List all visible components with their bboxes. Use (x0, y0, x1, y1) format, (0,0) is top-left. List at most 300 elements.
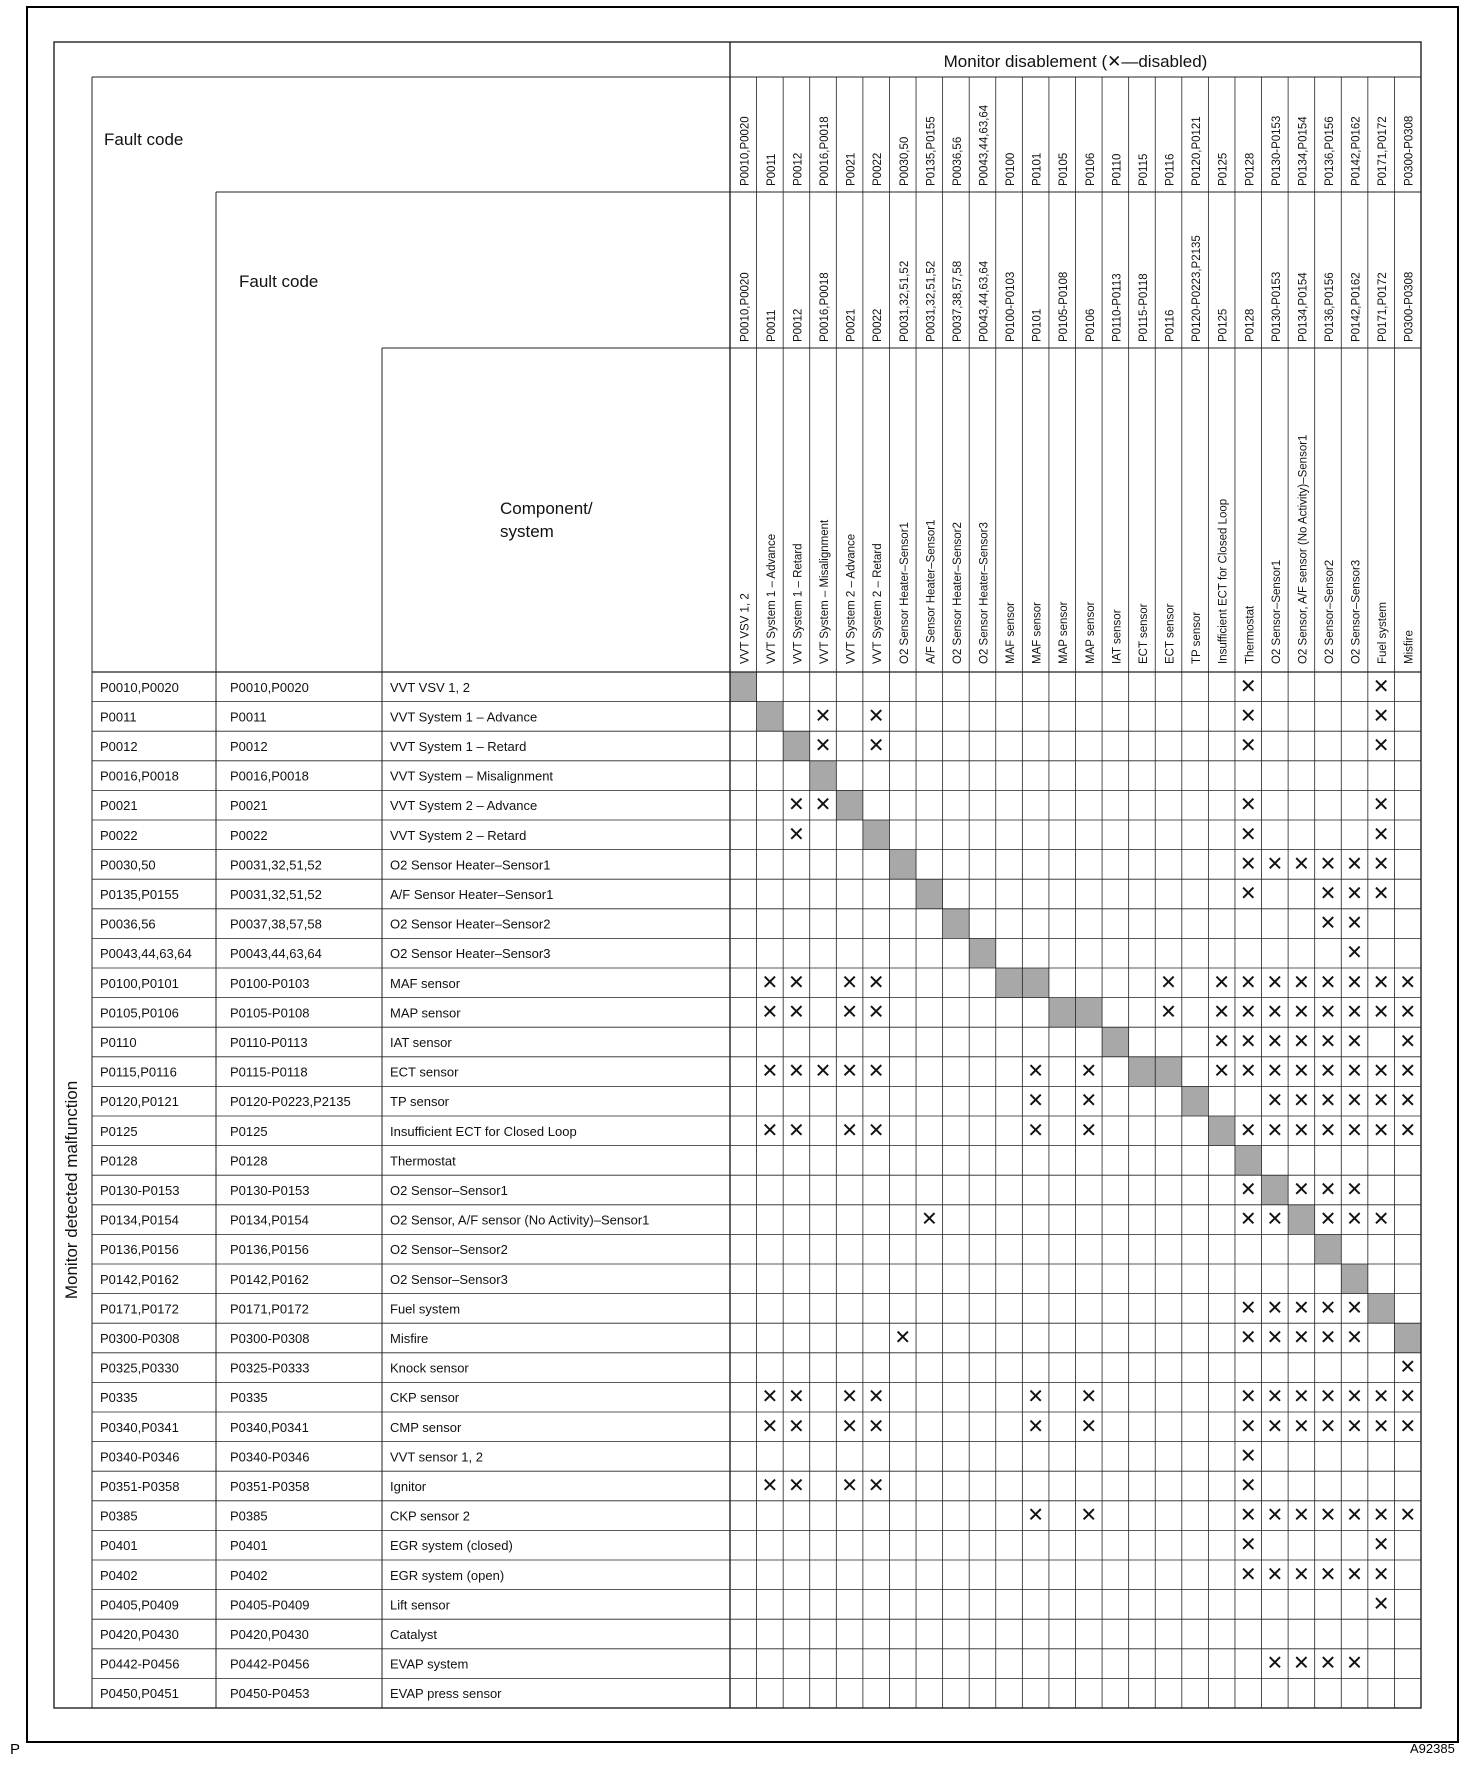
disabled-mark: ✕ (788, 1386, 805, 1409)
column-component: VVT System 2 – Advance (845, 533, 858, 664)
disabled-mark: ✕ (1293, 1327, 1310, 1349)
disabled-mark: ✕ (1239, 1386, 1257, 1409)
column-code1: P0022 (872, 152, 885, 186)
disabled-mark: ✕ (1372, 1593, 1390, 1616)
row-code2: P0016,P0018 (230, 768, 309, 784)
disabled-mark: ✕ (1372, 1001, 1390, 1024)
row-code1: P0142,P0162 (100, 1271, 179, 1287)
disabled-mark: ✕ (1319, 853, 1337, 876)
row-code1: P0385 (100, 1508, 138, 1524)
row-component: VVT sensor 1, 2 (390, 1449, 483, 1465)
disabled-mark: ✕ (1027, 1060, 1045, 1083)
column-code2: P0037,38,57,58 (951, 260, 964, 342)
column-code2: P0116 (1164, 309, 1177, 342)
disabled-mark: ✕ (1293, 1652, 1310, 1675)
row-component: O2 Sensor Heater–Sensor3 (390, 946, 551, 962)
row-code2: P0043,44,63,64 (230, 946, 322, 962)
diagonal-cell (1394, 1323, 1421, 1353)
monitor-disablement-title: Monitor disablement (✕—disabled) (943, 52, 1208, 71)
disabled-mark: ✕ (761, 1119, 779, 1142)
disabled-mark: ✕ (1266, 1504, 1284, 1527)
column-code2: P0100-P0103 (1005, 271, 1018, 342)
row-code1: P0105,P0106 (100, 1005, 179, 1021)
row-code1: P0335 (100, 1390, 138, 1406)
row-code1: P0036,56 (100, 916, 156, 932)
row-code2: P0022 (230, 827, 268, 843)
disabled-mark: ✕ (1372, 1504, 1390, 1527)
column-code2: P0105-P0108 (1058, 271, 1071, 342)
column-component: O2 Sensor, A/F sensor (No Activity)–Sensor1 (1297, 434, 1310, 664)
row-component: Lift sensor (390, 1597, 450, 1613)
column-code1: P0043,44,63,64 (978, 104, 991, 186)
column-code1: P0120,P0121 (1191, 116, 1204, 186)
diagonal-cell (1022, 968, 1049, 998)
row-code2: P0171,P0172 (230, 1301, 309, 1317)
row-code2: P0110-P0113 (230, 1035, 308, 1050)
disabled-mark: ✕ (1266, 1001, 1284, 1024)
row-component: CKP sensor 2 (390, 1508, 470, 1524)
diagonal-cell (1102, 1027, 1129, 1057)
disabled-mark: ✕ (1239, 794, 1257, 817)
column-code1: P0101 (1031, 152, 1044, 186)
disabled-mark: ✕ (1239, 1208, 1257, 1231)
disabled-mark: ✕ (1027, 1386, 1045, 1409)
row-code1: P0135,P0155 (100, 887, 179, 902)
disabled-mark: ✕ (1239, 1504, 1257, 1527)
fault-code-label-secondary: Fault code (239, 272, 319, 291)
figure-id: A92385 (1410, 1741, 1455, 1756)
disabled-mark: ✕ (1346, 1060, 1363, 1083)
disabled-mark: ✕ (1080, 1504, 1098, 1527)
column-component: TP sensor (1191, 611, 1204, 664)
diagonal-cell (889, 850, 916, 880)
column-code1: P0134,P0154 (1297, 116, 1310, 186)
disabled-mark: ✕ (1319, 1060, 1337, 1083)
row-code1: P0128 (100, 1153, 138, 1169)
disabled-mark: ✕ (1372, 971, 1390, 994)
row-code1: P0043,44,63,64 (100, 946, 192, 962)
disabled-mark: ✕ (1160, 971, 1177, 994)
disabled-mark: ✕ (1266, 971, 1284, 994)
column-code2: P0043,44,63,64 (978, 260, 991, 342)
disabled-mark: ✕ (1213, 1001, 1231, 1024)
column-component: Fuel system (1377, 602, 1390, 664)
row-component: ECT sensor (390, 1064, 459, 1080)
row-code2: P0385 (230, 1508, 268, 1524)
column-code1: P0171,P0172 (1377, 116, 1390, 186)
disabled-mark: ✕ (1027, 1504, 1045, 1527)
diagonal-cell (1049, 998, 1076, 1028)
disabled-mark: ✕ (1293, 971, 1310, 994)
disabled-mark: ✕ (920, 1208, 938, 1231)
row-code2: P0011 (230, 709, 267, 725)
column-component: Misfire (1403, 630, 1416, 664)
disabled-mark: ✕ (841, 1119, 858, 1142)
row-code1: P0016,P0018 (100, 768, 179, 784)
column-code2: P0012 (792, 308, 805, 342)
column-component: MAP sensor (1058, 601, 1071, 664)
disabled-mark: ✕ (814, 735, 832, 757)
row-code2: P0300-P0308 (230, 1331, 310, 1346)
row-code2: P0031,32,51,52 (230, 857, 322, 873)
disabled-mark: ✕ (1293, 1179, 1310, 1201)
diagonal-cell (1208, 1116, 1235, 1146)
row-code2: P0010,P0020 (230, 679, 309, 695)
column-code2: P0011 (765, 309, 778, 342)
disabled-mark: ✕ (1293, 1297, 1310, 1320)
disabled-mark: ✕ (1239, 1445, 1257, 1468)
disabled-mark: ✕ (1319, 1327, 1337, 1349)
disabled-mark: ✕ (1346, 912, 1363, 935)
row-component: VVT VSV 1, 2 (390, 679, 470, 695)
disabled-mark: ✕ (1266, 1090, 1284, 1113)
disabled-mark: ✕ (1293, 1119, 1310, 1142)
row-code1: P0401 (100, 1538, 138, 1554)
column-code2: P0134,P0154 (1297, 272, 1310, 342)
disabled-mark: ✕ (1372, 853, 1390, 876)
disabled-mark: ✕ (1319, 912, 1337, 935)
disabled-mark: ✕ (1346, 1563, 1363, 1586)
row-code2: P0130-P0153 (230, 1183, 310, 1198)
disabled-mark: ✕ (1239, 1060, 1257, 1083)
row-component: VVT System 2 – Retard (390, 827, 527, 843)
side-label: Monitor detected malfunction (62, 1080, 81, 1300)
disabled-mark: ✕ (1372, 823, 1390, 846)
column-code1: P0012 (792, 152, 805, 186)
disabled-mark: ✕ (1319, 1001, 1337, 1024)
disabled-mark: ✕ (1346, 1208, 1363, 1231)
row-component: Insufficient ECT for Closed Loop (390, 1123, 577, 1139)
disabled-mark: ✕ (1346, 1001, 1363, 1024)
disabled-mark: ✕ (867, 1060, 885, 1083)
row-code2: P0420,P0430 (230, 1627, 309, 1642)
row-component: CMP sensor (390, 1419, 462, 1435)
disabled-mark: ✕ (867, 735, 885, 757)
disabled-mark: ✕ (788, 794, 805, 817)
row-code1: P0171,P0172 (100, 1301, 179, 1317)
disabled-mark: ✕ (1346, 942, 1363, 965)
disabled-mark: ✕ (1027, 1119, 1045, 1142)
disabled-mark: ✕ (867, 971, 885, 994)
disabled-mark: ✕ (1293, 853, 1310, 876)
disabled-mark: ✕ (1319, 1563, 1337, 1586)
disabled-mark: ✕ (761, 1060, 779, 1083)
disabled-mark: ✕ (1213, 1060, 1231, 1083)
disabled-mark: ✕ (1346, 971, 1363, 994)
disabled-mark: ✕ (1266, 853, 1284, 876)
row-code1: P0100,P0101 (100, 975, 179, 991)
row-code2: P0402 (230, 1567, 268, 1583)
disabled-mark: ✕ (1239, 675, 1257, 698)
row-code2: P0125 (230, 1123, 268, 1139)
column-component: O2 Sensor–Sensor2 (1323, 559, 1336, 664)
disabled-mark: ✕ (1372, 1415, 1390, 1438)
row-code2: P0401 (230, 1538, 268, 1554)
disabled-mark: ✕ (1372, 735, 1390, 757)
row-component: O2 Sensor Heater–Sensor2 (390, 916, 551, 932)
disabled-mark: ✕ (841, 1415, 858, 1438)
column-component: VVT VSV 1, 2 (739, 593, 752, 664)
diagonal-cell (1076, 998, 1103, 1028)
disabled-mark: ✕ (1346, 1652, 1363, 1675)
disabled-mark: ✕ (867, 1415, 885, 1438)
row-code2: P0120-P0223,P2135 (230, 1094, 351, 1110)
row-code1: P0130-P0153 (100, 1183, 180, 1198)
row-code1: P0030,50 (100, 857, 156, 873)
disabled-mark: ✕ (1399, 1415, 1417, 1438)
column-component: VVT System 2 – Retard (872, 543, 885, 664)
disabled-mark: ✕ (1346, 1415, 1363, 1438)
disabled-mark: ✕ (841, 1386, 858, 1409)
row-component: VVT System 1 – Retard (390, 739, 527, 754)
column-code1: P0030,50 (898, 136, 911, 186)
row-code2: P0115-P0118 (230, 1064, 308, 1080)
disabled-mark: ✕ (1080, 1090, 1098, 1113)
diagonal-cell (757, 702, 784, 732)
disabled-mark: ✕ (841, 971, 858, 994)
row-code2: P0037,38,57,58 (230, 916, 322, 932)
disabled-mark: ✕ (1239, 1534, 1257, 1557)
row-code1: P0125 (100, 1123, 138, 1139)
row-code1: P0136,P0156 (100, 1242, 179, 1258)
disabled-mark: ✕ (1080, 1119, 1098, 1142)
disabled-mark: ✕ (1266, 1652, 1284, 1675)
disabled-mark: ✕ (1266, 1563, 1284, 1586)
column-component: ECT sensor (1137, 603, 1150, 664)
row-code2: P0136,P0156 (230, 1242, 309, 1258)
disabled-mark: ✕ (1239, 1563, 1257, 1586)
column-code2: P0136,P0156 (1323, 272, 1336, 342)
disabled-mark: ✕ (1399, 1001, 1417, 1024)
column-code1: P0021 (845, 152, 858, 186)
row-code1: P0022 (100, 827, 138, 843)
disabled-mark: ✕ (814, 1060, 832, 1083)
disabled-mark: ✕ (1346, 1386, 1363, 1409)
disabled-mark: ✕ (1319, 1208, 1337, 1231)
row-code1: P0351-P0358 (100, 1479, 180, 1494)
row-code1: P0325,P0330 (100, 1360, 179, 1376)
row-component: EVAP system (390, 1656, 469, 1672)
disabled-mark: ✕ (867, 705, 885, 728)
row-component: VVT System – Misalignment (390, 768, 554, 784)
disabled-mark: ✕ (1293, 1031, 1310, 1053)
row-component: Fuel system (390, 1301, 461, 1317)
disabled-mark: ✕ (1319, 1504, 1337, 1527)
disabled-mark: ✕ (1372, 1563, 1390, 1586)
row-code1: P0340,P0341 (100, 1419, 179, 1435)
disabled-mark: ✕ (1399, 1504, 1417, 1527)
disabled-mark: ✕ (1080, 1386, 1098, 1409)
disabled-mark: ✕ (1319, 1297, 1337, 1320)
diagonal-cell (1129, 1057, 1156, 1087)
diagonal-cell (1182, 1086, 1209, 1116)
row-code1: P0134,P0154 (100, 1212, 179, 1228)
disabled-mark: ✕ (841, 1060, 858, 1083)
row-code1: P0021 (100, 798, 138, 814)
component-label-line2: system (500, 522, 554, 541)
disabled-mark: ✕ (1293, 1386, 1310, 1409)
row-component: O2 Sensor–Sensor3 (390, 1271, 508, 1287)
disabled-mark: ✕ (867, 1119, 885, 1142)
diagonal-cell (810, 761, 837, 791)
row-component: O2 Sensor Heater–Sensor1 (390, 857, 551, 873)
disabled-mark: ✕ (1266, 1119, 1284, 1142)
component-label: Component/ (500, 499, 593, 518)
diagonal-cell (1288, 1205, 1315, 1235)
disabled-mark: ✕ (761, 1415, 779, 1438)
row-code1: P0120,P0121 (100, 1094, 179, 1110)
disabled-mark: ✕ (1293, 1090, 1310, 1113)
row-code2: P0442-P0456 (230, 1656, 310, 1672)
disabled-mark: ✕ (1319, 1119, 1337, 1142)
row-code2: P0340-P0346 (230, 1449, 310, 1465)
column-component: O2 Sensor Heater–Sensor3 (978, 522, 991, 664)
disabled-mark: ✕ (788, 1060, 805, 1083)
disabled-mark: ✕ (1372, 1208, 1390, 1231)
column-component: VVT System 1 – Retard (792, 543, 805, 664)
row-component: O2 Sensor–Sensor1 (390, 1183, 508, 1198)
column-code2: P0022 (872, 308, 885, 342)
disabled-mark: ✕ (1372, 705, 1390, 728)
disabled-mark: ✕ (1399, 1031, 1417, 1053)
disabled-mark: ✕ (761, 1001, 779, 1024)
disabled-mark: ✕ (1160, 1001, 1177, 1024)
column-code1: P0011 (765, 153, 778, 186)
diagonal-cell (1235, 1146, 1262, 1176)
column-code1: P0110 (1111, 153, 1124, 186)
row-component: EGR system (open) (390, 1567, 505, 1583)
disabled-mark: ✕ (1239, 735, 1257, 757)
row-component: MAF sensor (390, 975, 461, 991)
disabled-mark: ✕ (761, 971, 779, 994)
row-component: IAT sensor (390, 1035, 452, 1050)
disabled-mark: ✕ (1399, 1060, 1417, 1083)
row-code1: P0115,P0116 (100, 1064, 177, 1080)
disabled-mark: ✕ (1372, 675, 1390, 698)
column-code1: P0128 (1244, 152, 1257, 186)
disabled-mark: ✕ (1319, 1415, 1337, 1438)
disabled-mark: ✕ (1239, 1415, 1257, 1438)
disabled-mark: ✕ (1266, 1208, 1284, 1231)
row-component: Catalyst (390, 1627, 437, 1642)
row-code1: P0110 (100, 1035, 137, 1050)
column-code2: P0142,P0162 (1350, 272, 1363, 342)
diagonal-cell (1155, 1057, 1182, 1087)
diagonal-cell (916, 879, 943, 909)
disabled-mark: ✕ (1266, 1060, 1284, 1083)
row-component: A/F Sensor Heater–Sensor1 (390, 887, 554, 902)
row-code1: P0402 (100, 1567, 138, 1583)
column-component: Thermostat (1244, 605, 1257, 664)
disabled-mark: ✕ (1399, 1386, 1417, 1409)
column-code1: P0010,P0020 (739, 116, 752, 186)
row-code2: P0100-P0103 (230, 975, 310, 991)
disabled-mark: ✕ (1239, 823, 1257, 846)
column-code1: P0106 (1084, 152, 1097, 186)
disabled-mark: ✕ (761, 1475, 779, 1497)
disabled-mark: ✕ (1293, 1504, 1310, 1527)
disabled-mark: ✕ (841, 1475, 858, 1497)
diagonal-cell (1368, 1294, 1395, 1324)
row-code1: P0300-P0308 (100, 1331, 180, 1346)
column-code1: P0116 (1164, 153, 1177, 186)
column-code1: P0036,56 (951, 136, 964, 186)
row-code2: P0128 (230, 1153, 268, 1169)
disabled-mark: ✕ (1239, 1475, 1257, 1497)
disabled-mark: ✕ (1080, 1060, 1098, 1083)
disabled-mark: ✕ (761, 1386, 779, 1409)
disabled-mark: ✕ (1027, 1415, 1045, 1438)
diagonal-cell (863, 820, 890, 850)
row-code2: P0351-P0358 (230, 1479, 310, 1494)
disabled-mark: ✕ (1293, 1563, 1310, 1586)
column-component: O2 Sensor Heater–Sensor2 (951, 522, 964, 664)
column-component: MAF sensor (1005, 602, 1018, 664)
column-code2: P0125 (1217, 308, 1230, 342)
disabled-mark: ✕ (1319, 1652, 1337, 1675)
column-code2: P0031,32,51,52 (925, 260, 938, 342)
column-component: MAF sensor (1031, 602, 1044, 664)
disabled-mark: ✕ (1346, 853, 1363, 876)
row-component: O2 Sensor, A/F sensor (No Activity)–Sensor1 (390, 1212, 650, 1228)
row-component: EVAP press sensor (390, 1686, 502, 1702)
disabled-mark: ✕ (1372, 1534, 1390, 1557)
column-code2: P0021 (845, 308, 858, 342)
column-code2: P0101 (1031, 308, 1044, 342)
column-code1: P0142,P0162 (1350, 116, 1363, 186)
column-component: A/F Sensor Heater–Sensor1 (925, 519, 938, 664)
disabled-mark: ✕ (814, 794, 832, 817)
column-code2: P0010,P0020 (739, 272, 752, 342)
disabled-mark: ✕ (788, 1001, 805, 1024)
row-code2: P0021 (230, 798, 268, 814)
disabled-mark: ✕ (1319, 1090, 1337, 1113)
row-component: Knock sensor (390, 1360, 469, 1376)
disabled-mark: ✕ (788, 971, 805, 994)
diagonal-cell (1262, 1175, 1289, 1205)
disabled-mark: ✕ (1239, 1297, 1257, 1320)
column-code2: P0130-P0153 (1270, 271, 1283, 342)
disabled-mark: ✕ (1319, 1179, 1337, 1201)
column-code1: P0105 (1058, 152, 1071, 186)
row-code2: P0134,P0154 (230, 1212, 309, 1228)
row-code2: P0325-P0333 (230, 1360, 310, 1376)
column-code2: P0120-P0223,P2135 (1191, 235, 1204, 342)
disabled-mark: ✕ (1213, 971, 1231, 994)
row-code2: P0405-P0409 (230, 1597, 310, 1613)
disabled-mark: ✕ (1319, 1031, 1337, 1053)
disabled-mark: ✕ (1372, 1060, 1390, 1083)
row-code1: P0012 (100, 739, 138, 754)
column-component: VVT System 1 – Advance (765, 533, 778, 664)
diagonal-cell (836, 790, 863, 820)
disabled-mark: ✕ (1239, 1327, 1257, 1349)
row-code1: P0010,P0020 (100, 679, 179, 695)
disabled-mark: ✕ (1266, 1031, 1284, 1053)
disabled-mark: ✕ (1239, 1119, 1257, 1142)
column-code1: P0136,P0156 (1323, 116, 1336, 186)
row-component: EGR system (closed) (390, 1538, 513, 1554)
disabled-mark: ✕ (1372, 1386, 1390, 1409)
column-code2: P0300-P0308 (1403, 271, 1416, 342)
column-code2: P0171,P0172 (1377, 272, 1390, 342)
column-component: O2 Sensor Heater–Sensor1 (898, 522, 911, 664)
column-component: Insufficient ECT for Closed Loop (1217, 498, 1230, 664)
fault-code-label: Fault code (104, 130, 184, 149)
column-code2: P0016,P0018 (819, 272, 832, 342)
disabled-mark: ✕ (1372, 1119, 1390, 1142)
disabled-mark: ✕ (1293, 1001, 1310, 1024)
